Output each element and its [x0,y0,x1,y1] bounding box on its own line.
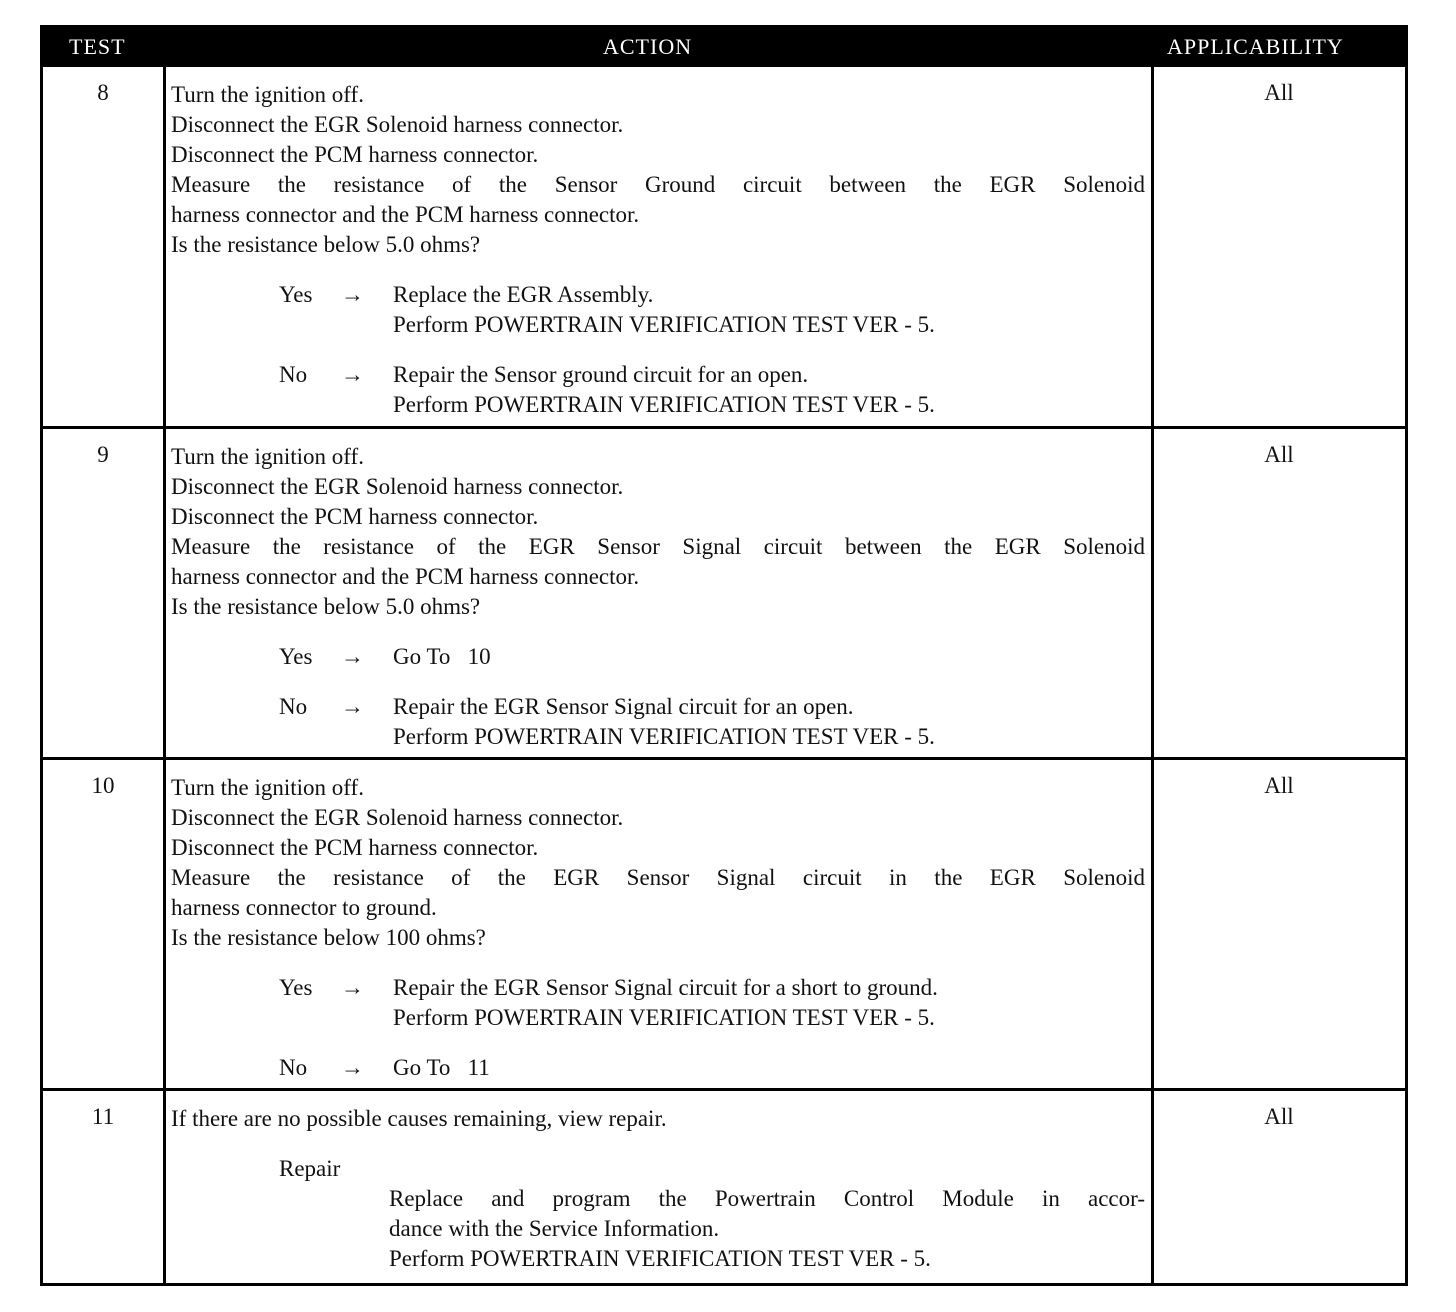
test-number: 11 [91,1104,115,1129]
action-step: Turn the ignition off. [171,82,364,107]
repair-line: Perform POWERTRAIN VERIFICATION TEST VER - 5. [389,1246,931,1271]
row-divider [43,1088,1405,1091]
header-test: TEST [69,34,126,59]
test-action [171,1104,1145,1274]
action-step: Is the resistance below 5.0 ohms? [171,232,481,257]
diagnostic-test-table [40,25,1408,1286]
response-text: Perform POWERTRAIN VERIFICATION TEST VER - 5. [393,312,935,337]
no-response [171,692,1145,722]
yes-response [171,642,1145,672]
arrow-icon: → [341,694,364,719]
action-step: harness connector and the PCM harness connector. [171,564,640,589]
action-step: Is the resistance below 5.0 ohms? [171,594,481,619]
response-text: Repair the Sensor ground circuit for an open. [393,362,809,387]
response-text: Perform POWERTRAIN VERIFICATION TEST VER - 5. [393,392,935,417]
yes-response [171,973,1145,1003]
goto-link: Go To 10 [393,644,491,669]
arrow-icon: → [341,362,364,387]
applicability-value: All [1264,773,1294,798]
response-text: Replace the EGR Assembly. [393,282,654,307]
response-text: Repair the EGR Sensor Signal circuit for an open. [393,694,854,719]
repair-text [171,1184,1145,1274]
test-number: 8 [97,80,109,105]
action-step: Turn the ignition off. [171,775,364,800]
test-action [171,773,1145,1083]
yes-response [171,280,1145,310]
arrow-icon: → [341,1055,364,1080]
test-number: 9 [97,442,109,467]
applicability-value: All [1264,442,1294,467]
no-response [171,360,1145,390]
arrow-icon: → [341,644,364,669]
response-text: Perform POWERTRAIN VERIFICATION TEST VER - 5. [393,724,935,749]
response-text: Repair the EGR Sensor Signal circuit for a short to ground. [393,975,938,1000]
action-step: Disconnect the PCM harness connector. [171,835,539,860]
test-number: 10 [91,773,115,798]
action-step: If there are no possible causes remaining, view repair. [171,1106,667,1131]
applicability-value: All [1264,1104,1294,1129]
column-divider [1151,67,1154,1283]
header-applicability: APPLICABILITY [1167,34,1344,59]
row-divider [43,426,1405,429]
arrow-icon: → [341,975,364,1000]
test-action [171,442,1145,752]
action-step: Disconnect the PCM harness connector. [171,142,539,167]
no-response [171,1053,1145,1083]
action-step: Is the resistance below 100 ohms? [171,925,486,950]
goto-link: Go To 11 [393,1055,490,1080]
row-divider [43,757,1405,760]
action-step: Turn the ignition off. [171,444,364,469]
yes-label: Yes [279,282,313,307]
action-step: harness connector to ground. [171,895,437,920]
action-step: Disconnect the PCM harness connector. [171,504,539,529]
header-action: ACTION [603,34,693,59]
no-label: No [279,362,308,387]
action-step: Measure the resistance of the EGR Sensor Signal circuit between the EGR Solenoid [171,534,1145,559]
test-action [171,80,1145,420]
action-step: harness connector and the PCM harness connector. [171,202,640,227]
action-step: Measure the resistance of the EGR Sensor Signal circuit in the EGR Solenoid [171,865,1145,890]
arrow-icon: → [341,282,364,307]
repair-label: Repair [279,1156,341,1181]
repair-line: dance with the Service Information. [389,1216,720,1241]
table-header [43,28,1405,67]
action-step: Measure the resistance of the Sensor Ground circuit between the EGR Solenoid [171,172,1145,197]
repair-line: Replace and program the Powertrain Control Module in accor- [389,1186,1145,1211]
yes-label: Yes [279,644,313,669]
action-step: Disconnect the EGR Solenoid harness connector. [171,474,624,499]
action-step: Disconnect the EGR Solenoid harness connector. [171,805,624,830]
column-divider [163,67,166,1283]
action-step: Disconnect the EGR Solenoid harness connector. [171,112,624,137]
no-label: No [279,694,308,719]
yes-label: Yes [279,975,313,1000]
response-text: Perform POWERTRAIN VERIFICATION TEST VER - 5. [393,1005,935,1030]
applicability-value: All [1264,80,1294,105]
no-label: No [279,1055,308,1080]
